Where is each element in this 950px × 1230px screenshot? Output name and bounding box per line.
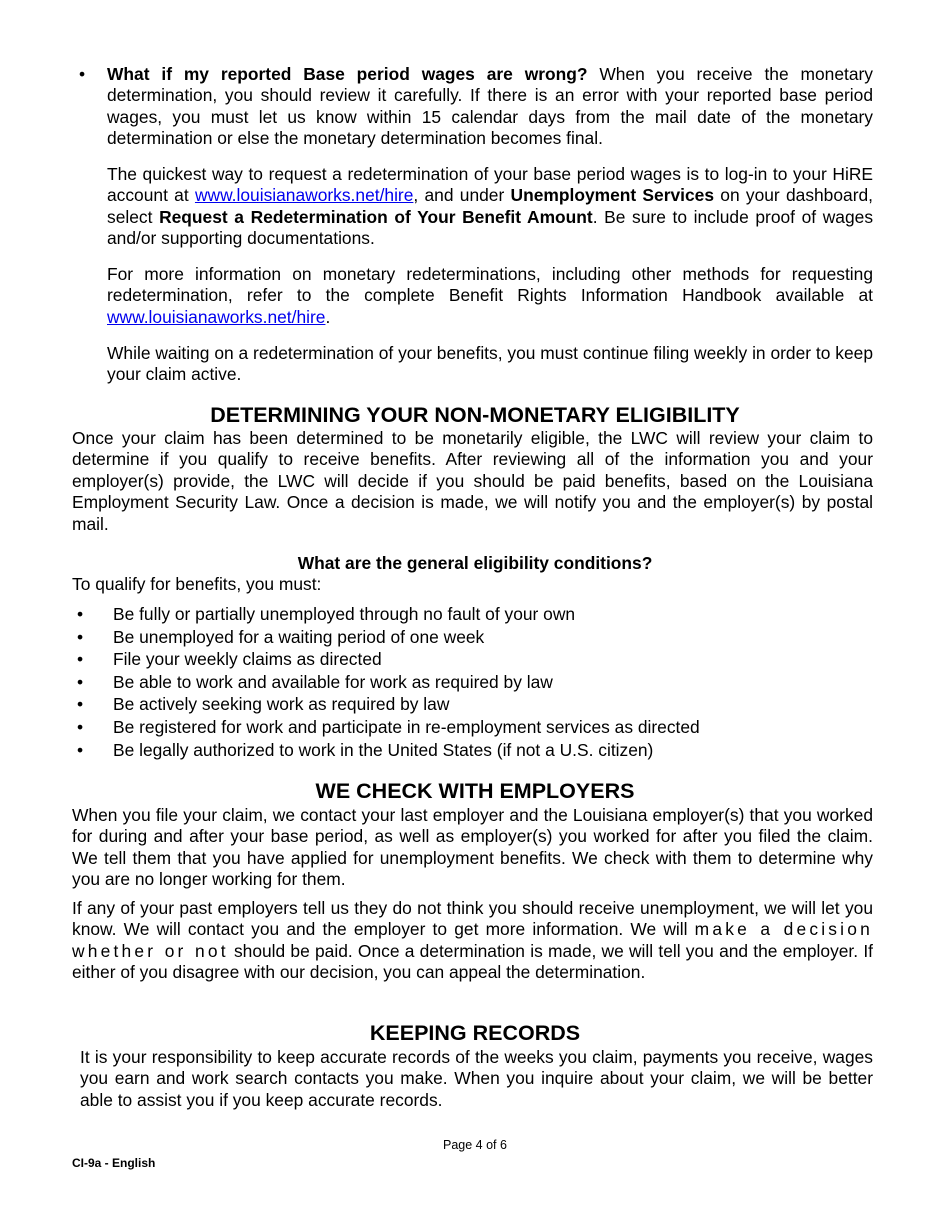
request-redetermination-bold: Request a Redetermination of Your Benefit Amount — [159, 206, 593, 227]
nonmonetary-heading: DETERMINING YOUR NON-MONETARY ELIGIBILITY — [210, 403, 740, 427]
records-heading: KEEPING RECORDS — [369, 1021, 581, 1045]
nonmonetary-paragraph: Once your claim has been determined to be monetarily eligible, the LWC will review your claim to determine if you qualify to receive benefits. After reviewing all of the information you and your employer(s) provide, the LWC will decide if you should be paid benefits, based on the Louisiana Employment Security Law. Once a decision is made, we will notify you and the employer(s) by postal mail. — [72, 428, 873, 534]
conditions-intro: To qualify for benefits, you must: — [72, 574, 322, 594]
list-item: • File your weekly claims as directed — [77, 649, 382, 670]
employers-paragraph-1: When you file your claim, we contact your last employer and the Louisiana employer(s) that you worked for during and after your base period, as well as employer(s) you worked for after you filed the claim. We tell them that you have applied for unemployment benefits. We check with them to determine why you are no longer working for them. — [72, 805, 873, 890]
list-item: • Be actively seeking work as required by law — [77, 694, 450, 715]
employers-paragraph-2: If any of your past employers tell us they do not think you should receive unemployment, we will let you know. We will contact you and the employer to get more information. We will make a decision whether or not should be paid. Once a determination is made, we will tell you and the employer. If either of you disagree with our decision, you can appeal the determination. — [72, 898, 873, 983]
records-paragraph: It is your responsibility to keep accurate records of the weeks you claim, payments you receive, wages you earn and work search contacts you make. When you inquire about your claim, we will be better able to assist you if you keep accurate records. — [80, 1047, 873, 1110]
more-info-paragraph: For more information on monetary redeterminations, including other methods for requesting redetermination, refer to the complete Benefit Rights Information Handbook available at www.louisianaworks.net/hire. — [107, 264, 873, 327]
wages-question-paragraph — [107, 64, 873, 150]
unemployment-services-bold: Unemployment Services — [510, 185, 714, 206]
redetermination-paragraph: The quickest way to request a redetermination of your base period wages is to log-in to your HiRE account at www.louisianaworks.net/hire, and under Unemployment Services on your dashboard, select Request a Redetermination of Your Benefit Amount. Be sure to include proof of wages and/or supporting documentations. — [107, 164, 874, 249]
hire-link[interactable]: www.louisianaworks.net/hire — [194, 185, 414, 206]
list-item: • Be able to work and available for work as required by law — [77, 671, 553, 692]
list-item: • Be legally authorized to work in the United States (if not a U.S. citizen) — [77, 739, 654, 760]
wages-question-text: When you receive the monetary determination, you should review it carefully. If there is an error with your reported base period wages, you must let us know within 15 calendar days from the mail date of the monetary determination or else the monetary determination becomes final. — [107, 64, 873, 149]
page-number: Page 4 of 6 — [443, 1138, 507, 1152]
waiting-paragraph: While waiting on a redetermination of your benefits, you must continue filing weekly in order to keep your claim active. — [107, 343, 873, 385]
list-item: • Be fully or partially unemployed through no fault of your own — [77, 604, 576, 624]
employers-heading: WE CHECK WITH EMPLOYERS — [315, 779, 635, 803]
wages-question-block — [107, 64, 873, 150]
form-code: CI-9a - English — [72, 1156, 156, 1170]
handbook-link[interactable]: www.louisianaworks.net/hire — [107, 306, 326, 327]
wages-question-bold: What if my reported Base period wages are wrong? — [107, 64, 588, 84]
conditions-list — [72, 604, 872, 762]
bullet-glyph: • — [79, 64, 86, 84]
spaced-text: make a decision whether or not — [72, 919, 873, 961]
list-item: • Be unemployed for a waiting period of one week — [77, 626, 485, 647]
conditions-heading: What are the general eligibility conditions? — [297, 553, 653, 573]
list-item: • Be registered for work and participate in re-employment services as directed — [77, 716, 700, 737]
